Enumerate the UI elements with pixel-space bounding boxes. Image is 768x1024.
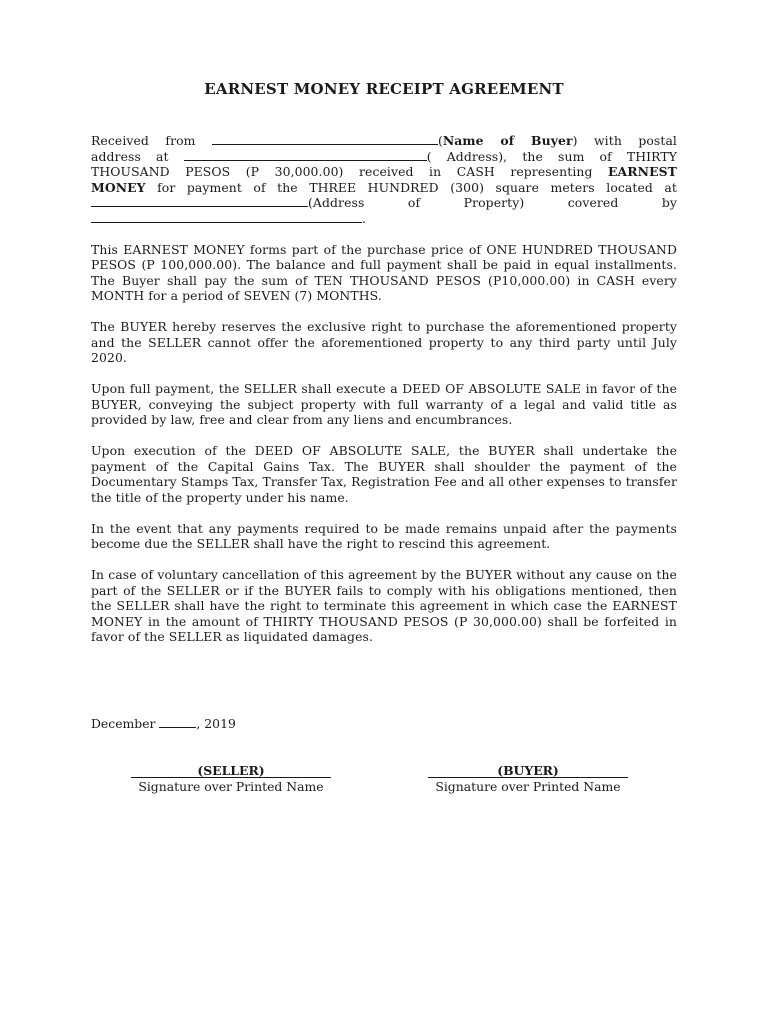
buyer-signature-caption: Signature over Printed Name <box>435 779 621 794</box>
document-title: EARNEST MONEY RECEIPT AGREEMENT <box>204 80 564 98</box>
payment-for-text: for payment of the THREE HUNDRED (300) square meters located at <box>145 179 677 195</box>
date-day-blank <box>159 716 196 728</box>
buyer-address-blank <box>184 149 427 161</box>
earnest-label: EARNEST <box>608 164 677 179</box>
name-of-buyer-label: Name of Buyer <box>442 133 573 148</box>
paragraph-purchase-price: This EARNEST MONEY forms part of the purchase price of ONE HUNDRED THOUSAND PESOS (P 100,000.00). The balance and full payment shall be paid in equal installments. The Buyer shall pay the sum of TEN THOUSAND PESOS (P10,000.00) in CASH every MONTH for a period of SEVEN (7) MONTHS. <box>91 241 677 303</box>
paragraph-exclusive-right: The BUYER hereby reserves the exclusive right to purchase the aforementioned property and the SELLER cannot offer the aforementioned property to any third party until July 2020. <box>91 319 677 365</box>
paragraph-receipt <box>91 133 677 226</box>
receipt-line-5 <box>91 195 677 211</box>
date-year: , 2019 <box>196 716 236 731</box>
postal-text: ) with postal <box>572 133 677 148</box>
address-of-property-text: (Address of Property) covered by <box>308 195 677 210</box>
open-paren-text: ( <box>437 133 443 148</box>
paragraph-taxes: Upon execution of the DEED OF ABSOLUTE SALE, the BUYER shall undertake the payment of the Capital Gains Tax. The BUYER shall shoulder the payment of the Documentary Stamps Tax, Transfer Tax, Registration Fee and all other expenses to transfer the title of the property under his name. <box>91 443 677 505</box>
receipt-line-6 <box>91 211 677 227</box>
paragraph-cancellation: In case of voluntary cancellation of this agreement by the BUYER without any cause on the part of the SELLER or if the BUYER fails to comply with his obligations mentioned, then the SELLER shall have the right to terminate this agreement in which case the EARNEST MONEY in the amount of THIRTY THOUSAND PESOS (P 30,000.00) shall be forfeited in favor of the SELLER as liquidated damages. <box>91 567 677 644</box>
date-month: December <box>91 716 160 731</box>
money-label: MONEY <box>91 179 146 195</box>
received-from-text: Received from <box>91 133 212 148</box>
buyer-role-label: (BUYER) <box>428 764 628 778</box>
receipt-line-1 <box>91 133 677 149</box>
sum-text: ( Address), the sum of THIRTY <box>426 148 677 164</box>
seller-signature-block <box>121 763 341 794</box>
thousand-pesos-text: THOUSAND PESOS (P 30,000.00) received in CASH representing <box>91 164 608 179</box>
date-line <box>91 716 236 731</box>
seller-signature-caption: Signature over Printed Name <box>138 779 324 794</box>
receipt-line-4 <box>91 180 677 196</box>
buyer-name-blank <box>212 133 438 145</box>
title-number-blank <box>91 211 362 223</box>
address-at-text: address at <box>91 148 184 164</box>
buyer-signature-block <box>418 763 638 794</box>
receipt-line-2 <box>91 149 677 165</box>
seller-role-label: (SELLER) <box>131 764 331 778</box>
paragraph-deed-of-sale: Upon full payment, the SELLER shall execute a DEED OF ABSOLUTE SALE in favor of the BUYER, conveying the subject property with full warranty of a legal and valid title as provided by law, free and clear from any liens and encumbrances. <box>91 381 677 427</box>
receipt-line-3 <box>91 164 677 180</box>
period-text: . <box>362 210 367 226</box>
paragraph-rescission: In the event that any payments required to be made remains unpaid after the payments become due the SELLER shall have the right to rescind this agreement. <box>91 520 677 551</box>
document-body <box>91 133 677 660</box>
property-address-blank <box>91 195 308 207</box>
